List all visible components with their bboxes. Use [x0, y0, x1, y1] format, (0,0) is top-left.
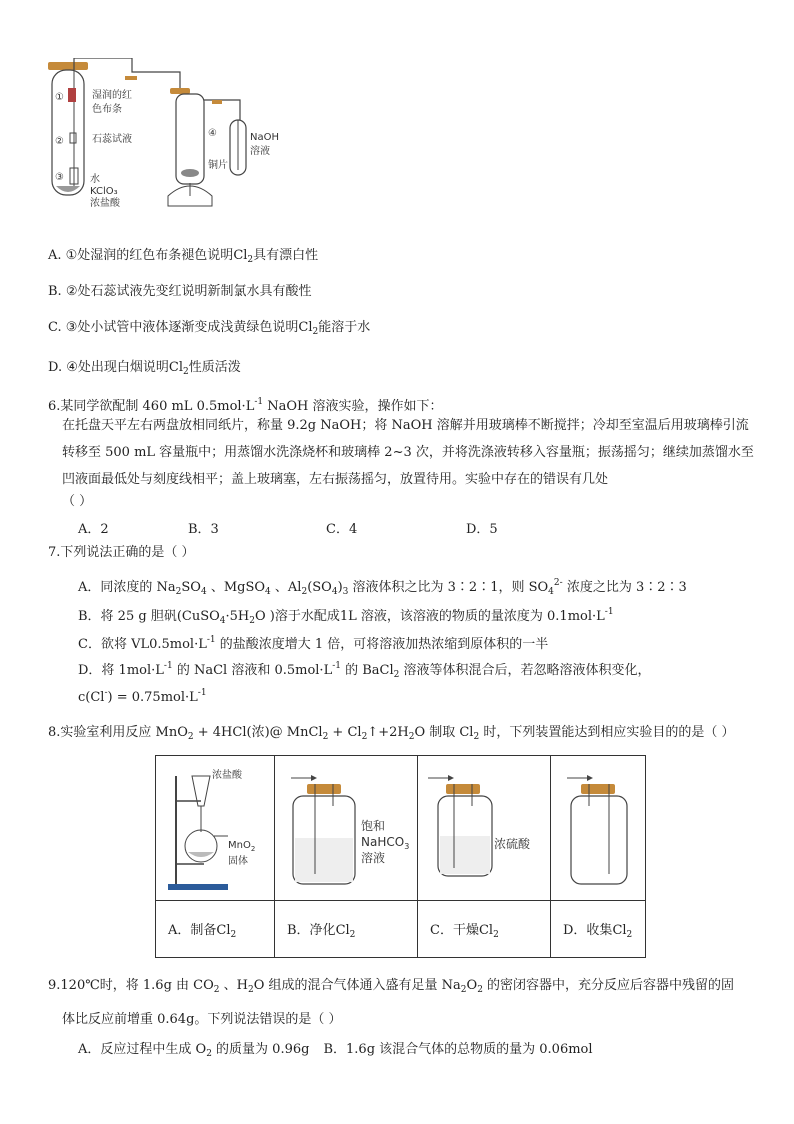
- label-conc-hcl: 浓盐酸: [90, 198, 120, 208]
- q7-option-a: A．同浓度的 $Na_2SO_4$ 、MgSO$_4$ 、$Al_2(SO_4)_3$ 溶液体积之比为 3∶2∶1，则 $SO_4^{2-}$ 浓度之比为 3∶2∶3: [78, 578, 687, 597]
- q9-options: [78, 1040, 593, 1064]
- label-copper: 铜片: [208, 160, 228, 171]
- marker-2: ②: [55, 136, 64, 147]
- q7-option-c: C．欲将 $VL0.5mol\cdot L^{-1}$ 的盐酸浓度增大 1 倍，可将溶液加热浓缩到原体积的一半: [78, 635, 549, 652]
- label-litmus: 石蕊试液: [92, 134, 132, 145]
- label-nahco3: NaHCO$_3$: [361, 835, 410, 851]
- marker-1: ①: [55, 92, 64, 103]
- q6-body: 在托盘天平左右两盘放相同纸片，称量 9.2g NaOH；将 NaOH 溶解并用玻璃棒不断搅拌；冷却至室温后用玻璃棒引流转移至 500 mL 容量瓶中；用蒸馏水洗涤烧杯和玻璃棒 2~3 次，并将洗涤液转移入容量瓶；振荡摇匀；继续加蒸馏水至凹液面最低处与刻度线相平；盖上玻璃塞，左右振荡摇匀，放置待用。实验中存在的错误有几处: [62, 418, 754, 487]
- q5-option-c: C. ③处小试管中液体逐渐变成浅黄绿色说明$Cl_2$能溶于水: [48, 320, 371, 337]
- q7-option-d: D．将 $1mol\cdot L^{-1}$ 的 NaCl 溶液和 $0.5mol\cdot L^{-1}$ 的 BaCl$_2$ 溶液等体积混合后，若忽略溶液体积变化，: [78, 661, 651, 680]
- q5-option-b: B. ②处石蕊试液先变红说明新制氯水具有酸性: [48, 284, 312, 299]
- q6-option-c: C．4: [326, 522, 358, 537]
- q5-option-d: D. ④处出现白烟说明$Cl_2$性质活泼: [48, 360, 241, 377]
- apparatus-c-cell: [418, 756, 551, 901]
- apparatus-b-cell: [275, 756, 418, 901]
- q6-stem: 6.某同学欲配制 460 mL $0.5mol\cdot L^{-1}$ NaOH 溶液实验，操作如下：: [48, 397, 443, 414]
- label-solution: 溶液: [250, 146, 270, 157]
- q6-options: [78, 518, 498, 537]
- q8-apparatus-table: [155, 755, 646, 958]
- label-mno2-a: MnO$_2$: [228, 840, 256, 853]
- label-cloth-2: 色布条: [92, 104, 122, 115]
- label-water: 水: [90, 174, 100, 185]
- label-conc-hcl-a: 浓盐酸: [212, 770, 242, 781]
- caption-b: B．净化$Cl_2$: [275, 901, 418, 958]
- label-kclo3: KClO₃: [90, 186, 118, 197]
- q9-line1: 9.120℃时，将 1.6g 由 $CO_2$ 、$H_2O$ 组成的混合气体通入盛有足量 $Na_2O_2$ 的密闭容器中，充分反应后容器中残留的固: [48, 978, 735, 995]
- caption-c: C．干燥$Cl_2$: [418, 901, 551, 958]
- caption-a: A．制备$Cl_2$: [156, 901, 275, 958]
- chlorine-apparatus-figure: [40, 58, 300, 208]
- caption-d: D．收集$Cl_2$: [551, 901, 646, 958]
- q7-option-b: B．将 25 g 胆矾($CuSO_4\cdot 5H_2O$ )溶于水配成1L 溶液，该溶液的物质的量浓度为 $0.1mol\cdot L^{-1}$: [78, 607, 614, 626]
- label-solid-a: 固体: [228, 856, 248, 867]
- label-solution-b: 溶液: [361, 851, 386, 865]
- q9-option-a: A．反应过程中生成 $O_2$ 的质量为 0.96g: [78, 1042, 310, 1059]
- q9-line2: 体比反应前增重 0.64g。下列说法错误的是（ ）: [62, 1012, 342, 1027]
- label-saturated: 饱和: [361, 819, 386, 833]
- label-naoh: NaOH: [250, 132, 279, 143]
- apparatus-a-cell: [156, 756, 275, 901]
- apparatus-c-diagram: [418, 756, 550, 896]
- apparatus-d-diagram: [551, 756, 645, 896]
- label-cloth-1: 湿润的红: [92, 90, 132, 101]
- q6-option-d: D．5: [466, 522, 498, 537]
- marker-4: ④: [208, 128, 217, 139]
- label-conc-h2so4: 浓硫酸: [494, 837, 531, 851]
- q7-option-d-line2: $c(Cl^-) = 0.75mol\cdot L^{-1}$: [78, 688, 207, 705]
- q5-option-a: A. ①处湿润的红色布条褪色说明$Cl_2$具有漂白性: [48, 248, 319, 265]
- q6-option-a: A．2: [78, 522, 109, 537]
- q6-paren: （ ）: [62, 494, 93, 509]
- q6-option-b: B．3: [188, 522, 219, 537]
- q9-option-b: B．1.6g 该混合气体的总物质的量为 0.06mol: [323, 1042, 593, 1057]
- q7-stem: 7.下列说法正确的是（ ）: [48, 545, 195, 560]
- marker-3: ③: [55, 172, 64, 183]
- q8-stem: 8.实验室利用反应 MnO$_2$ + 4HCl(浓)@ MnCl$_2$ + $Cl_2↑+2H_2O$ 制取 $Cl_2$ 时，下列装置能达到相应实验目的的是（ ）: [48, 725, 735, 742]
- apparatus-d-cell: [551, 756, 646, 901]
- apparatus-a-diagram: [156, 756, 274, 896]
- apparatus-b-diagram: [275, 756, 417, 896]
